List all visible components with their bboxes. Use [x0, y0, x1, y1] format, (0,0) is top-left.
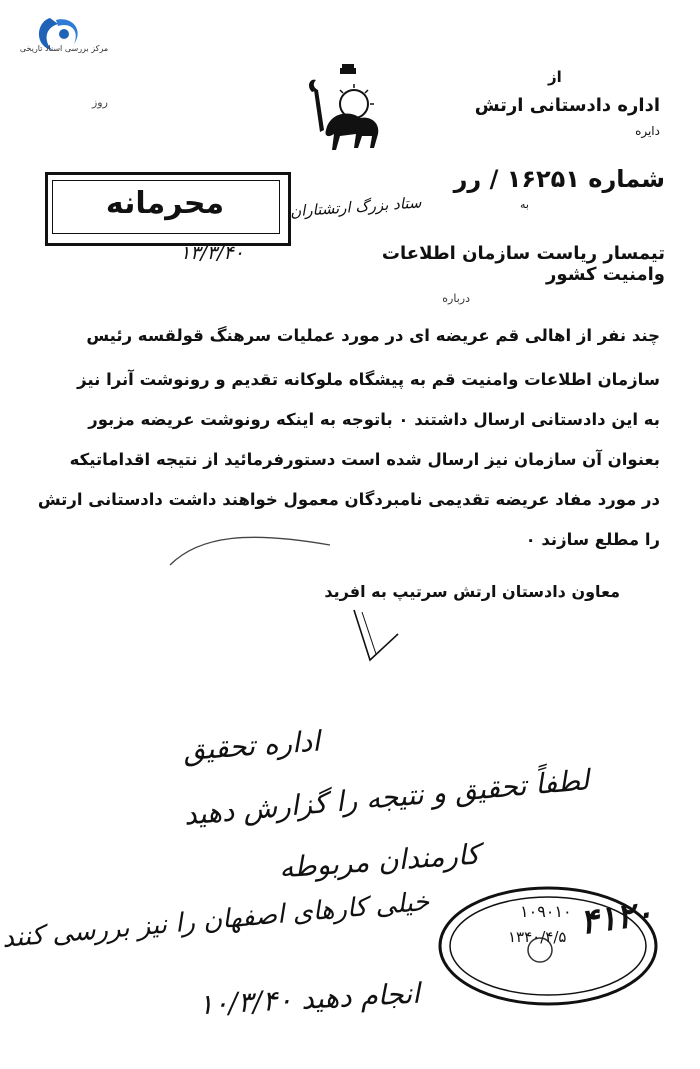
department-field: اداره دادستانی ارتش	[474, 95, 660, 116]
day-label: روز	[92, 96, 108, 109]
signer-line: معاون دادستان ارتش سرتیپ به افرید	[324, 582, 620, 601]
archive-logo-icon	[14, 12, 124, 68]
reference-number: شماره ۱۶۲۵۱ / رر	[453, 165, 665, 193]
body-line: سازمان اطلاعات وامنیت قم به پیشگاه ملوکانه تقدیم و رونوشت آنرا نیز	[77, 370, 660, 389]
stamp-number: ۴۱۲۰	[577, 893, 656, 943]
signature-scribble-icon	[160, 525, 340, 585]
handwritten-note: انجام دهید ۱۰/۳/۴۰	[197, 976, 421, 1022]
handwritten-note: خیلی کارهای اصفهان را نیز بررسی کنند	[0, 886, 431, 954]
handwritten-date: ۱۳/۳/۴۰	[180, 242, 244, 264]
body-line: در مورد مفاد عریضه تقدیمی نامبردگان معمول خواهند داشت دادستانی ارتش	[37, 490, 660, 509]
body-line: چند نفر از اهالی قم عریضه ای در مورد عملیات سرهنگ قولقسه رئیس	[86, 326, 660, 345]
archive-logo-text: مرکز بررسی اسناد تاریخی	[19, 44, 109, 53]
stamp-date: ۱۳۴۰/۴/۵	[508, 928, 567, 946]
subject-label: درباره	[442, 292, 470, 305]
handwritten-note: اداره تحقیق	[182, 724, 321, 767]
confidential-stamp: محرمانه	[105, 186, 225, 221]
receipt-stamp	[430, 880, 660, 1010]
recipient-line: تیمسار ریاست سازمان اطلاعات وامنیت کشور	[381, 243, 665, 285]
body-line: را مطلع سازند ٠	[525, 530, 660, 549]
to-label: به	[520, 198, 529, 211]
body-line: بعنوان آن سازمان نیز ارسال شده است دستورفرمائید از نتیجه اقداماتیکه	[69, 450, 660, 469]
stamp-code: ۱۰۹۰۱۰	[520, 902, 572, 921]
from-label: از	[548, 68, 562, 86]
handwritten-note: کارمندان مربوطه	[278, 837, 481, 885]
division-label: دایره	[635, 124, 660, 138]
handwritten-note: لطفاً تحقیق و نتیجه را گزارش دهید	[182, 763, 591, 832]
body-line: به این دادستانی ارسال داشتند ٠ باتوجه به اینکه رونوشت عریضه مزبور	[88, 410, 660, 429]
signature-mark-icon	[340, 600, 410, 670]
staff-stamp: ستاد بزرگ ارتشتاران	[289, 193, 422, 221]
